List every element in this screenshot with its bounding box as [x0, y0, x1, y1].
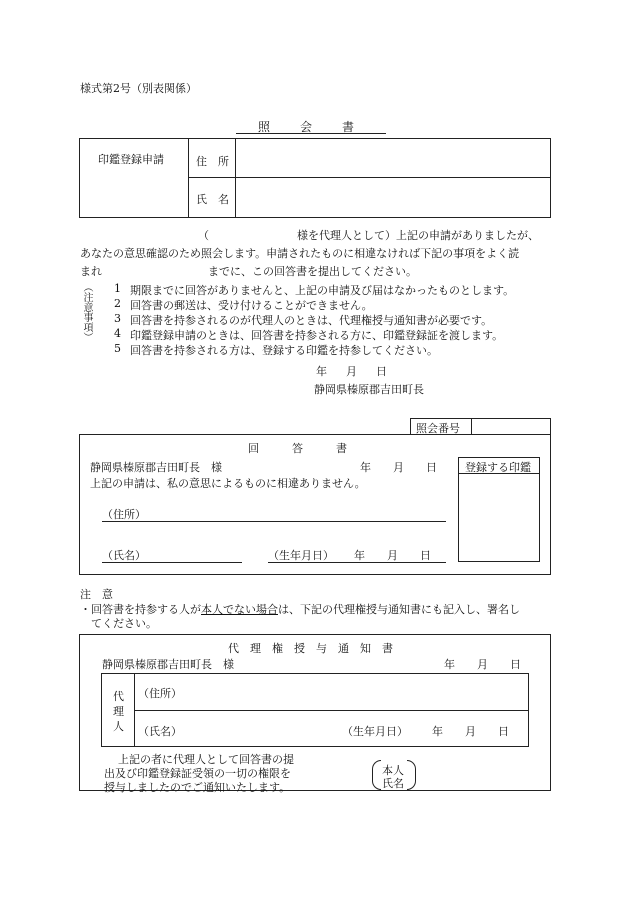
- agent-label-3: 人: [113, 720, 124, 733]
- reply-title: 回 答 書: [248, 442, 347, 455]
- note-5-number: 5: [114, 342, 121, 355]
- note-3-text: 回答書を持参されるのが代理人のときは、代理権授与通知書が必要です。: [130, 314, 493, 327]
- note-1-number: 1: [114, 282, 121, 295]
- applicant-address-field[interactable]: [318, 150, 546, 180]
- notice-line-1: 様を代理人として）上記の申請がありましたが、: [297, 229, 539, 242]
- notes-label: [80, 282, 92, 345]
- note-4-number: 4: [114, 327, 121, 340]
- issuer-name: 静岡県榛原郡吉田町長: [314, 383, 424, 396]
- note-4-text: 印鑑登録申請のときは、回答書を持参される方に、印鑑登録証を渡します。: [130, 329, 504, 342]
- note-3-number: 3: [114, 312, 121, 325]
- agent-name-label: （氏名）: [138, 725, 182, 738]
- caution-text-b: は、下記の代理権授与通知書にも記入し、署名し: [278, 603, 520, 616]
- proxy-statement-2: 出及び印鑑登録証受領の一切の権限を: [104, 767, 291, 780]
- page-title: 照 会 書: [258, 120, 357, 134]
- proxy-paren-open: （: [198, 229, 209, 242]
- caution-bullet: ・: [80, 603, 91, 616]
- reply-birth-label: （生年月日）: [268, 549, 334, 562]
- caution-line-2: てください。: [91, 617, 157, 630]
- reply-date: 年 月 日: [360, 461, 437, 474]
- agent-address-label: （住所）: [138, 687, 182, 700]
- caution-label: 注 意: [80, 588, 113, 601]
- note-2-text: 回答書の郵送は、受け付けることができません。: [130, 299, 373, 312]
- name-label: 氏 名: [196, 193, 229, 206]
- principal-signature-field[interactable]: [420, 762, 540, 788]
- agent-address-field[interactable]: [180, 680, 520, 706]
- form-number-label: 様式第2号（別表関係）: [80, 82, 197, 95]
- notice-line-2: あなたの意思確認のため照会します。申請されたものに相違なければ下記の事項をよく読: [80, 247, 520, 260]
- reply-address-label: （住所）: [102, 508, 146, 521]
- principal-label-1: 本人: [382, 764, 404, 777]
- reply-addressee: 静岡県榛原郡吉田町長 様: [90, 461, 222, 474]
- applicant-name-field[interactable]: [318, 182, 546, 214]
- notice-line-3-b: までに、この回答書を提出してください。: [208, 265, 417, 278]
- reply-birth-date: 年 月 日: [354, 549, 431, 562]
- agent-birth-label: （生年月日）: [342, 725, 408, 738]
- reply-address-field[interactable]: [180, 505, 440, 520]
- proxy-addressee: 静岡県榛原郡吉田町長 様: [102, 658, 234, 671]
- note-2-number: 2: [114, 297, 121, 310]
- principal-label-2: 氏名: [382, 777, 404, 790]
- address-label: 住 所: [196, 155, 229, 168]
- agent-birth-date: 年 月 日: [432, 725, 509, 738]
- caution-text-a: 回答書を持参する人が: [91, 603, 201, 616]
- reference-number-field[interactable]: [472, 419, 548, 433]
- reply-name-label: （氏名）: [102, 549, 146, 562]
- proxy-title: 代 理 権 授 与 通 知 書: [228, 642, 393, 655]
- seal-box[interactable]: [458, 457, 540, 562]
- agent-name-field[interactable]: [180, 716, 330, 742]
- reply-name-field[interactable]: [140, 546, 240, 561]
- agent-label-2: 理: [113, 705, 124, 718]
- seal-label: 登録する印鑑: [465, 461, 531, 474]
- agent-label-1: 代: [113, 690, 124, 703]
- note-1-text: 期限までに回答がありませんと、上記の申請及び届はなかったものとします。: [130, 284, 515, 297]
- proxy-statement-1: 上記の者に代理人として回答書の提: [118, 753, 294, 766]
- proxy-date: 年 月 日: [444, 658, 521, 671]
- note-5-text: 回答書を持参される方は、登録する印鑑を持参してください。: [130, 344, 438, 357]
- notes-label-text: （注意事項）: [81, 282, 92, 342]
- proxy-statement-3: 授与しましたのでご通知いたします。: [104, 781, 291, 794]
- title-underline: [236, 133, 386, 134]
- caution-underlined-1: 本人でない場合: [201, 603, 278, 616]
- application-type-label: 印鑑登録申請: [98, 153, 164, 166]
- issue-date: 年 月 日: [316, 365, 391, 378]
- notice-line-3-a: まれ: [80, 265, 102, 278]
- reference-number-label: 照会番号: [416, 422, 460, 435]
- principal-signature-marker: [372, 760, 416, 790]
- reply-statement: 上記の申請は、私の意思によるものに相違ありません。: [90, 477, 366, 490]
